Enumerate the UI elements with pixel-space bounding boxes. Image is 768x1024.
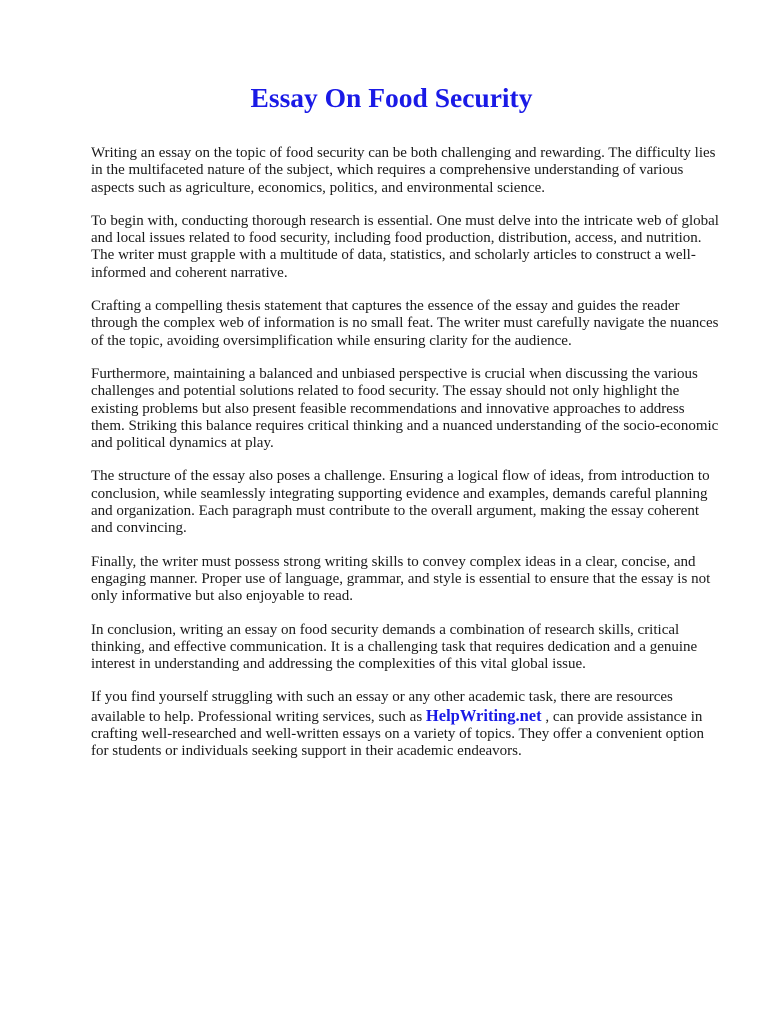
resources-text-after-link: , can provide assistance in crafting well-researched and well-written essays on a variety of topics. They offer a convenient option for students or individuals seeking support in their academic endeavors. <box>91 708 704 760</box>
resources-text-before-link: If you find yourself struggling with such an essay or any other academic task, there are resources available to help. Professional writing services, such as <box>91 689 673 725</box>
helpwriting-link[interactable]: HelpWriting.net <box>425 705 542 725</box>
paragraph-intro: Writing an essay on the topic of food security can be both challenging and rewarding. The difficulty lies in the multifaceted nature of the subject, which requires a comprehensive understanding of various aspects such as agriculture, economics, politics, and environmental science. <box>91 145 716 196</box>
paragraph-structure: The structure of the essay also poses a challenge. Ensuring a logical flow of ideas, from introduction to conclusion, while seamlessly integrating supporting evidence and examples, demands careful planning and organization. Each paragraph must contribute to the overall argument, making the essay coherent and convincing. <box>91 468 710 537</box>
paragraph-writing-skills: Finally, the writer must possess strong writing skills to convey complex ideas in a clear, concise, and engaging manner. Proper use of language, grammar, and style is essential to ensure that the essay is not only informative but also enjoyable to read. <box>91 553 711 605</box>
paragraph-resources <box>91 689 720 760</box>
paragraph-perspective: Furthermore, maintaining a balanced and unbiased perspective is crucial when discussing the various challenges and potential solutions related to food security. The essay should not only highlight the existing problems but also present feasible recommendations and innovative approaches to address them. Striking this balance requires critical thinking and a nuanced understanding of the socio-economic and political dynamics at play. <box>91 365 719 452</box>
paragraph-research: To begin with, conducting thorough research is essential. One must delve into the intricate web of global and local issues related to food security, including food production, distribution, access, and nutrition. The writer must grapple with a multitude of data, statistics, and scholarly articles to construct a well-informed and coherent narrative. <box>91 212 719 281</box>
page-title: Essay On Food Security <box>250 82 533 113</box>
paragraph-conclusion: In conclusion, writing an essay on food security demands a combination of research skills, critical thinking, and effective communication. It is a challenging task that requires dedication and a genuine interest in understanding and addressing the complexities of this vital global issue. <box>91 621 698 673</box>
paragraph-thesis: Crafting a compelling thesis statement that captures the essence of the essay and guides the reader through the complex web of information is no small feat. The writer must carefully navigate the nuances of the topic, avoiding oversimplification while ensuring clarity for the audience. <box>91 298 719 349</box>
